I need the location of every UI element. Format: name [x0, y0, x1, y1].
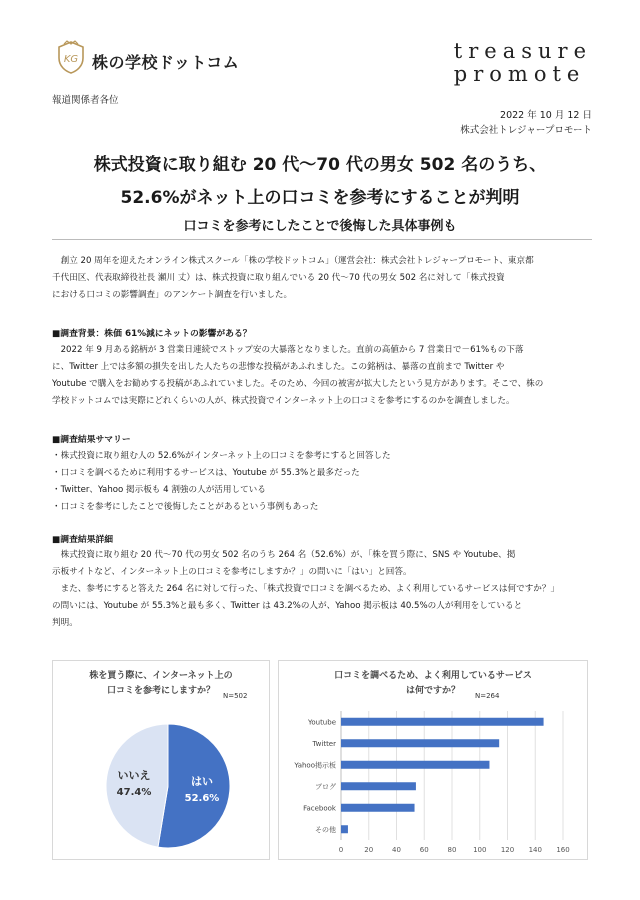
- bar-n-label: N=264: [475, 692, 500, 700]
- summary-item: ・口コミを調べるために利用するサービスは、Youtube が 55.3%と最多だった: [52, 468, 360, 478]
- title-line-2: 52.6%がネット上の口コミを参考にすることが判明: [120, 188, 520, 208]
- x-tick-label: 140: [528, 846, 542, 854]
- details-line: また、参考にすると答えた 264 名に対して行った、「株式投資で口コミを調べるため、よく利用しているサービスは何ですか？」: [52, 584, 560, 594]
- background-line: Youtube で購入をお勧めする投稿があふれていました。そのため、今回の被害が拡大したという見方があります。そこで、株の: [52, 379, 544, 389]
- bar-chart: [279, 661, 589, 861]
- subtitle: 口コミを参考にしたことで後悔した具体事例も: [183, 219, 457, 234]
- bar-2: [341, 761, 489, 769]
- title-line-1: 株式投資に取り組む 20 代～70 代の男女 502 名のうち、: [93, 155, 547, 175]
- pie-n-label: N=502: [223, 692, 248, 700]
- pie-slice-value: 47.4%: [116, 787, 152, 799]
- pie-slice-value: 52.6%: [184, 792, 220, 804]
- brand-line-2: promote: [453, 62, 586, 86]
- category-label: ブログ: [315, 782, 336, 791]
- release-date: 2022 年 10 月 12 日: [500, 110, 592, 121]
- pie-chart-panel: [52, 660, 270, 860]
- category-label: Yahoo掲示板: [294, 761, 336, 770]
- details-paragraph: [52, 547, 592, 632]
- intro-line: 千代田区、代表取締役社長 瀬川 丈）は、株式投資に取り組んでいる 20 代～70 代の男女 502 名に対して「株式投資: [52, 273, 505, 283]
- details-line: 示板サイトなど、インターネット上の口コミを参考にしますか？」の問いに「はい」と回答。: [52, 567, 412, 577]
- details-line: の問いには、Youtube が 55.3%と最も多く、Twitter は 43.2%の人が、Yahoo 掲示板は 40.5%の人が利用をしていると: [52, 601, 523, 611]
- header: [0, 0, 640, 90]
- date-block: [460, 108, 592, 138]
- divider: [52, 239, 592, 240]
- background-line: 2022 年 9 月ある銘柄が 3 営業日連続でストップ安の大暴落となりました。直前の高値から 7 営業日で－61%もの下落: [52, 345, 524, 355]
- brand-wordmark: [454, 40, 592, 86]
- x-tick-label: 160: [556, 846, 570, 854]
- background-heading: ■調査背景：株価 61%減にネットの影響がある？: [52, 329, 252, 339]
- category-label: Twitter: [312, 739, 336, 748]
- category-label: Youtube: [308, 718, 336, 727]
- addressee: 報道関係者各位: [52, 95, 119, 106]
- x-tick-label: 120: [500, 846, 515, 854]
- category-label: その他: [315, 825, 336, 834]
- summary-item: ・Twitter、Yahoo 掲示板も 4 割強の人が活用している: [52, 485, 266, 495]
- bar-title-line-2: は何ですか？: [405, 686, 460, 696]
- pie-title-line-1: 株を買う際に、インターネット上の: [89, 671, 233, 681]
- background-paragraph: [52, 342, 592, 410]
- intro-line: 創立 20 周年を迎えたオンライン株式スクール「株の学校ドットコム」（運営会社：株式会社トレジャープロモート、東京都: [52, 256, 534, 266]
- x-tick-label: 0: [338, 846, 344, 854]
- bar-0: [341, 718, 544, 726]
- x-tick-label: 100: [473, 846, 487, 854]
- bar-title-line-1: 口コミを調べるため、よく利用しているサービス: [334, 671, 532, 681]
- pie-slice-label: はい: [190, 774, 213, 788]
- summary-item: ・口コミを参考にしたことで後悔したことがあるという事例もあった: [52, 502, 319, 512]
- details-line: 判明。: [52, 618, 78, 628]
- pie-title-line-2: 口コミを参考にしますか？: [106, 686, 215, 696]
- pie-slice-label: いいえ: [117, 769, 151, 783]
- category-label: Facebook: [303, 804, 336, 813]
- summary-item: ・株式投資に取り組む人の 52.6%がインターネット上の口コミを参考にすると回答した: [52, 451, 391, 461]
- logo-text: 株の学校ドットコム: [92, 53, 240, 72]
- x-tick-label: 40: [392, 846, 401, 854]
- brand-line-1: treasure: [453, 39, 592, 63]
- svg-text:KG: KG: [63, 54, 79, 65]
- x-tick-label: 60: [419, 846, 429, 854]
- logo-shield-icon: [56, 40, 86, 74]
- summary-heading: ■調査結果サマリー: [52, 435, 131, 445]
- x-tick-label: 80: [447, 846, 457, 854]
- bar-chart-panel: [278, 660, 588, 860]
- intro-paragraph: [52, 253, 592, 304]
- bar-3: [341, 782, 416, 790]
- pie-slice-1: [106, 724, 168, 847]
- x-tick-label: 20: [364, 846, 374, 854]
- background-line: 学校ドットコムでは実際にどれくらいの人が、株式投資でインターネット上の口コミを参考にするのかを調査しました。: [52, 396, 515, 406]
- bar-1: [341, 739, 499, 747]
- company-name: 株式会社トレジャープロモート: [460, 125, 592, 136]
- details-heading: ■調査結果詳細: [52, 535, 114, 545]
- bar-4: [341, 804, 415, 812]
- intro-line: における口コミの影響調査」のアンケート調査を行いました。: [52, 290, 293, 300]
- pie-chart: [53, 661, 271, 861]
- background-line: に、Twitter 上では多額の損失を出した人たちの悲惨な投稿があふれました。この銘柄は、暴落の直前まで Twitter や: [52, 362, 505, 372]
- details-line: 株式投資に取り組む 20 代～70 代の男女 502 名のうち 264 名（52.6%）が、「株を買う際に、SNS や Youtube、掲: [52, 550, 516, 560]
- bar-5: [341, 825, 348, 833]
